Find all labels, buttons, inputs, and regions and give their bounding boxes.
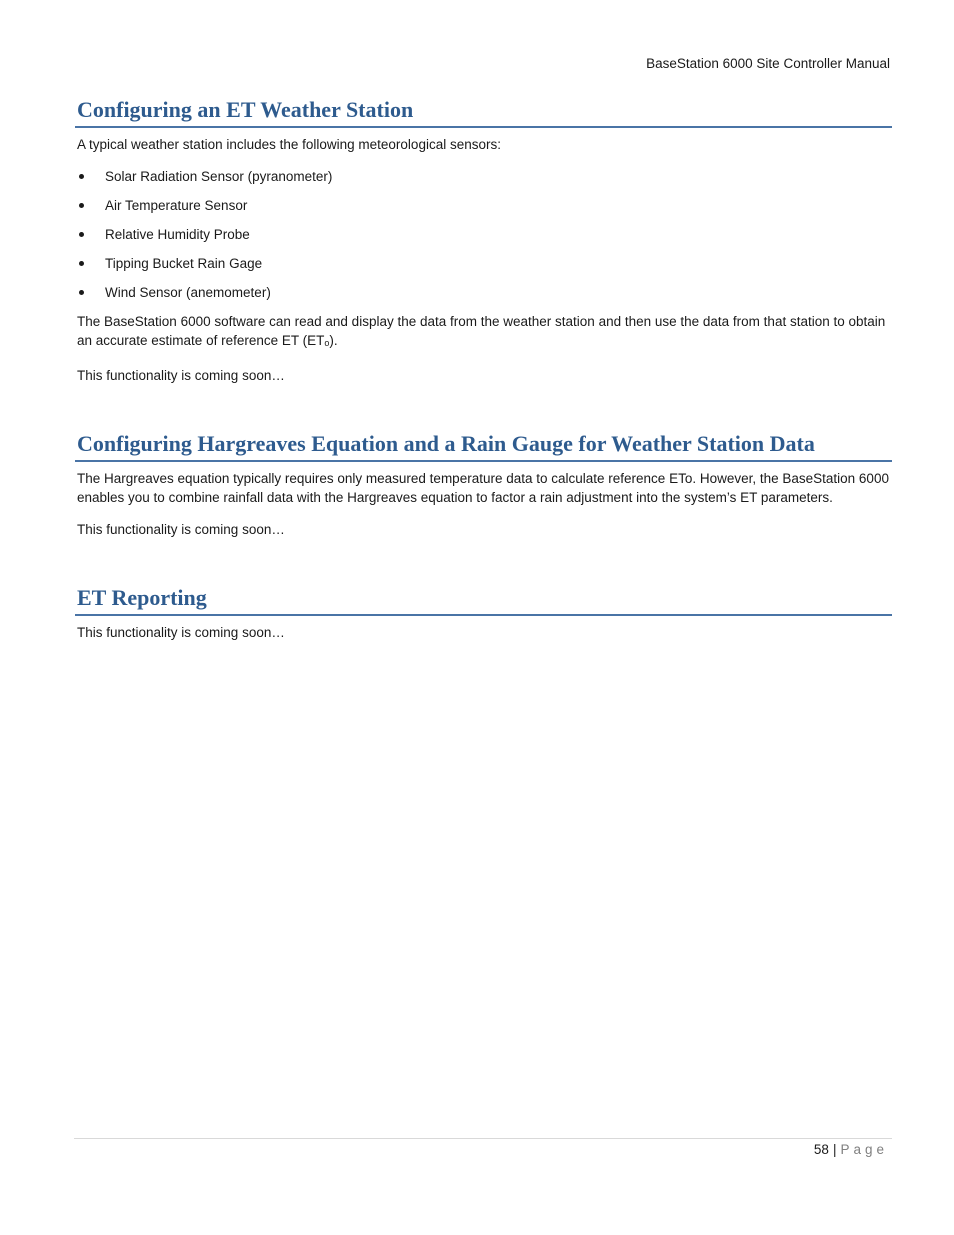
page-footer [814, 1142, 888, 1157]
list-item: Air Temperature Sensor [77, 196, 892, 215]
body-paragraph-text: The BaseStation 6000 software can read and display the data from the weather station and then use the data from that station to obtain an accurate estimate of reference ET (ET [77, 314, 886, 348]
coming-soon-paragraph: This functionality is coming soon… [77, 625, 285, 640]
page-label: Page [840, 1142, 888, 1157]
section-heading-et-reporting: ET Reporting [75, 584, 892, 616]
intro-paragraph: A typical weather station includes the following meteorological sensors: [77, 137, 501, 152]
page-content [77, 96, 892, 642]
subscript-o: o [324, 338, 330, 348]
body-paragraph: The Hargreaves equation typically requires only measured temperature data to calculate reference ETo. However, the BaseStation 6000 enables you to combine rainfall data with the Hargreaves equation to factor a rain adjustment into the system’s ET parameters. [77, 471, 889, 505]
coming-soon-paragraph: This functionality is coming soon… [77, 522, 285, 537]
footer-divider [74, 1138, 892, 1139]
body-paragraph-end: ). [329, 333, 338, 348]
list-item: Wind Sensor (anemometer) [77, 283, 892, 302]
footer-separator: | [832, 1142, 837, 1157]
list-item: Relative Humidity Probe [77, 225, 892, 244]
list-item: Tipping Bucket Rain Gage [77, 254, 892, 273]
sensor-list [77, 167, 892, 302]
section-heading-hargreaves: Configuring Hargreaves Equation and a Rain Gauge for Weather Station Data [75, 430, 892, 462]
running-header: BaseStation 6000 Site Controller Manual [646, 56, 890, 71]
body-paragraph [77, 312, 892, 353]
page-number: 58 [813, 1142, 829, 1157]
coming-soon-paragraph: This functionality is coming soon… [77, 368, 285, 383]
section-heading-et-weather-station: Configuring an ET Weather Station [75, 96, 892, 128]
list-item: Solar Radiation Sensor (pyranometer) [77, 167, 892, 186]
